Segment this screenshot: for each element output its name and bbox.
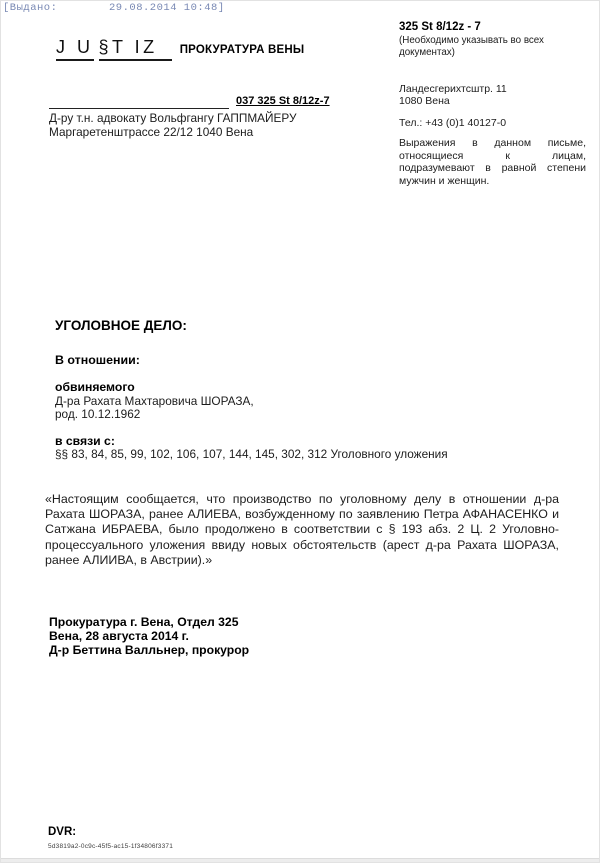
signature-block	[49, 616, 249, 658]
case-section	[55, 319, 448, 462]
issued-stamp	[3, 2, 225, 14]
accused-birthdate: род. 10.12.1962	[55, 407, 141, 421]
office-address	[399, 83, 586, 108]
case-reference: 325 St 8/12z - 7	[399, 21, 481, 33]
regarding-label: В отношении:	[55, 352, 140, 367]
dvr-label: DVR:	[48, 826, 77, 838]
org-name: ПРОКУРАТУРА ВЕНЫ	[179, 44, 305, 56]
statutes-list: §§ 83, 84, 85, 99, 102, 106, 107, 144, 145, 302, 312 Уголовного уложения	[55, 447, 448, 461]
signature-place-date: Вена, 28 августа 2014 г.	[49, 628, 189, 643]
header-right-column	[399, 21, 586, 187]
issued-stamp-label: [Выдано:	[3, 2, 58, 14]
accused-name: Д-ра Рахата Махтаровича ШОРАЗА,	[55, 393, 254, 408]
case-reference-note: (Необходимо указывать во всех документах)	[399, 34, 544, 58]
accused-label: обвиняемого	[55, 380, 135, 394]
signature-office: Прокуратура г. Вена, Отдел 325	[49, 615, 239, 629]
office-phone: Тел.: +43 (0)1 40127-0	[399, 116, 507, 129]
case-title: УГОЛОВНОЕ ДЕЛО:	[55, 318, 187, 333]
office-address-street: Ландесгерихтсштр. 11	[399, 82, 507, 95]
recipient-name: Д-ру т.н. адвокату Вольфгангу ГАППМАЙЕРУ	[49, 110, 297, 125]
letterhead	[56, 37, 304, 61]
recipient-block	[49, 95, 330, 139]
recipient-address: Маргаретенштрассе 22/12 1040 Вена	[49, 124, 254, 139]
signature-prosecutor: Д-р Беттина Валльнер, прокурор	[49, 642, 250, 657]
blank-line	[49, 98, 229, 109]
recipient-case-reference: 037 325 St 8/12z-7	[236, 95, 330, 107]
justiz-logo: J U	[56, 37, 94, 61]
document-id: 5d3819a2-0c9c-45f5-ac15-1f34806f3371	[48, 843, 174, 850]
justiz-logo: §T IZ	[99, 37, 172, 61]
issued-stamp-datetime: 29.08.2014 10:48]	[109, 2, 225, 14]
office-address-city: 1080 Вена	[399, 95, 450, 107]
notification-paragraph: «Настоящим сообщается, что производство по уголовному делу в отношении д-ра Рахата ШОРАЗА, ранее АЛИЕВА, возбужденному по заявлению Петра АФАНАСЕНКО и Сатжана ИБРАЕВА, было продолжено в соответствии с § 193 абз. 2 Ц. 2 Уголовно-процессуального уложения ввиду новых обстоятельств (арест д-ра Рахата ШОРАЗА, ранее АЛИИВА, в Австрии).»	[45, 492, 559, 567]
page-bottom-strip	[1, 858, 599, 862]
gender-note: Выражения в данном письме, относящиеся к лицам, подразумевают в равной степени мужчин и женщин.	[399, 137, 586, 187]
recipient-ref-row	[49, 95, 330, 109]
in-connection-label: в связи с:	[55, 433, 115, 448]
